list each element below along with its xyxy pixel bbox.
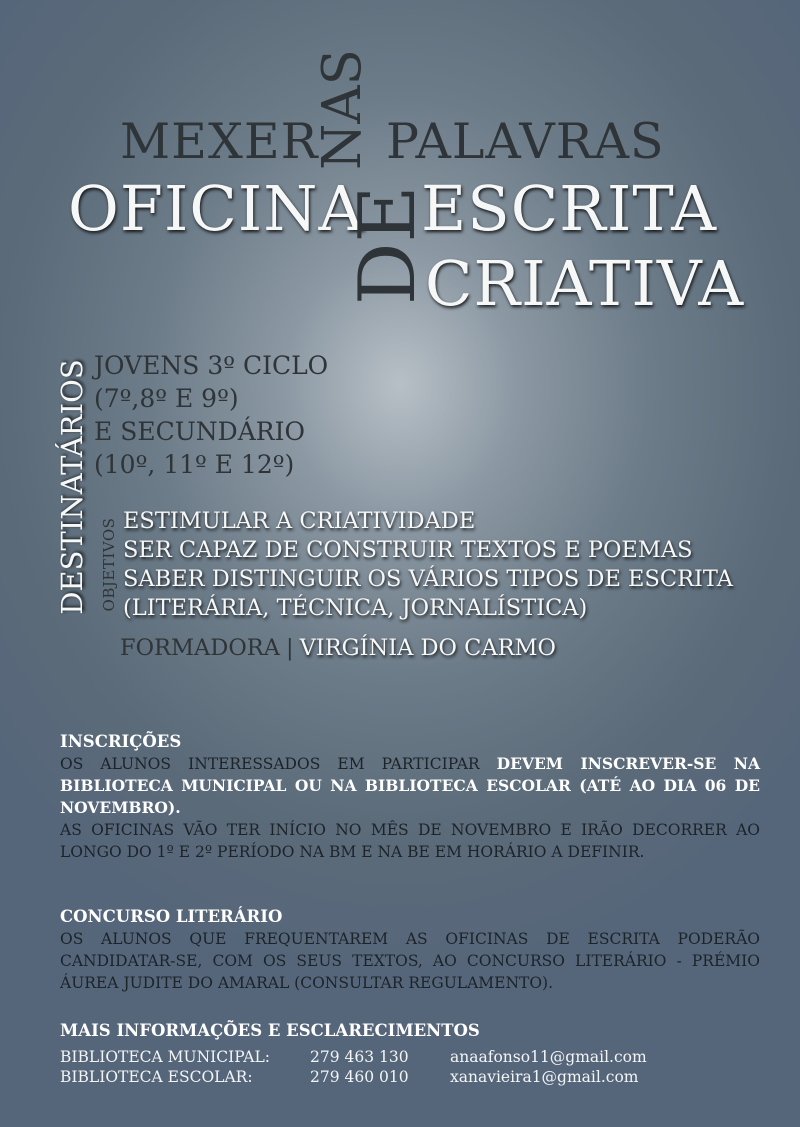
formadora-line bbox=[120, 633, 556, 663]
title-criativa: CRIATIVA bbox=[425, 247, 745, 320]
inscricoes-text-2: AS OFICINAS VÃO TER INÍCIO NO MÊS DE NOVEMBRO E IRÃO DECORRER AO LONGO DO 1º E 2º PERÍODO NA BM E NA BE EM HORÁRIO A DEFINIR. bbox=[60, 821, 760, 861]
contact-email: anaafonso11@gmail.com bbox=[450, 1048, 647, 1066]
formadora-label: FORMADORA bbox=[120, 635, 280, 661]
inscricoes-heading: INSCRIÇÕES bbox=[60, 732, 182, 751]
mais-info-heading: MAIS INFORMAÇÕES E ESCLARECIMENTOS bbox=[60, 1021, 480, 1040]
formadora-name: VIRGÍNIA DO CARMO bbox=[299, 635, 557, 661]
title-mexer: MEXER bbox=[120, 113, 319, 170]
destinatarios-line: JOVENS 3º CICLO bbox=[94, 351, 329, 380]
contact-phone: 279 463 130 bbox=[310, 1048, 409, 1066]
inscricoes-section bbox=[60, 731, 760, 863]
objetivo-item: (LITERÁRIA, TÉCNICA, JORNALÍSTICA) bbox=[123, 595, 588, 621]
title-nas: NAS bbox=[312, 49, 373, 170]
contact-place: BIBLIOTECA ESCOLAR: bbox=[60, 1068, 253, 1086]
mais-info-section bbox=[60, 1020, 760, 1042]
title-palavras: PALAVRAS bbox=[386, 113, 665, 170]
inscricoes-text bbox=[60, 753, 760, 819]
title-escrita: ESCRITA bbox=[421, 172, 718, 245]
objetivo-item: SER CAPAZ DE CONSTRUIR TEXTOS E POEMAS bbox=[123, 537, 693, 563]
title-de: DE bbox=[343, 185, 433, 305]
contact-place: BIBLIOTECA MUNICIPAL: bbox=[60, 1048, 270, 1066]
objetivo-item: SABER DISTINGUIR OS VÁRIOS TIPOS DE ESCRITA bbox=[123, 566, 733, 592]
destinatarios-line: (7º,8º E 9º) bbox=[94, 384, 239, 413]
concurso-section bbox=[60, 906, 760, 994]
destinatarios-line: (10º, 11º E 12º) bbox=[94, 450, 295, 479]
destinatarios-line: E SECUNDÁRIO bbox=[94, 417, 305, 446]
destinatarios-list bbox=[94, 349, 328, 481]
contact-email: xanavieira1@gmail.com bbox=[450, 1068, 639, 1086]
concurso-text: OS ALUNOS QUE FREQUENTAREM AS OFICINAS DE ESCRITA PODERÃO CANDIDATAR-SE, COM OS SEUS TEXTOS, AO CONCURSO LITERÁRIO - PRÉMIO ÁUREA JUDITE DO AMARAL (CONSULTAR REGULAMENTO). bbox=[60, 930, 760, 992]
destinatarios-label: DESTINATÁRIOS bbox=[55, 359, 89, 615]
objetivos-label: OBJETIVOS bbox=[100, 517, 118, 612]
inscricoes-text-plain: OS ALUNOS INTERESSADOS EM PARTICIPAR bbox=[60, 755, 497, 773]
objetivos-list bbox=[123, 507, 733, 623]
contact-phone: 279 460 010 bbox=[310, 1068, 409, 1086]
formadora-separator: | bbox=[285, 635, 294, 661]
objetivo-item: ESTIMULAR A CRIATIVIDADE bbox=[123, 508, 476, 534]
inscricoes-text-bold: DEVEM INSCREVER-SE NA BIBLIOTECA MUNICIPAL OU NA BIBLIOTECA ESCOLAR (ATÉ AO DIA 06 DE NOVEMBRO). bbox=[60, 754, 761, 817]
title-oficina: OFICINA bbox=[68, 172, 365, 245]
concurso-heading: CONCURSO LITERÁRIO bbox=[60, 907, 283, 926]
